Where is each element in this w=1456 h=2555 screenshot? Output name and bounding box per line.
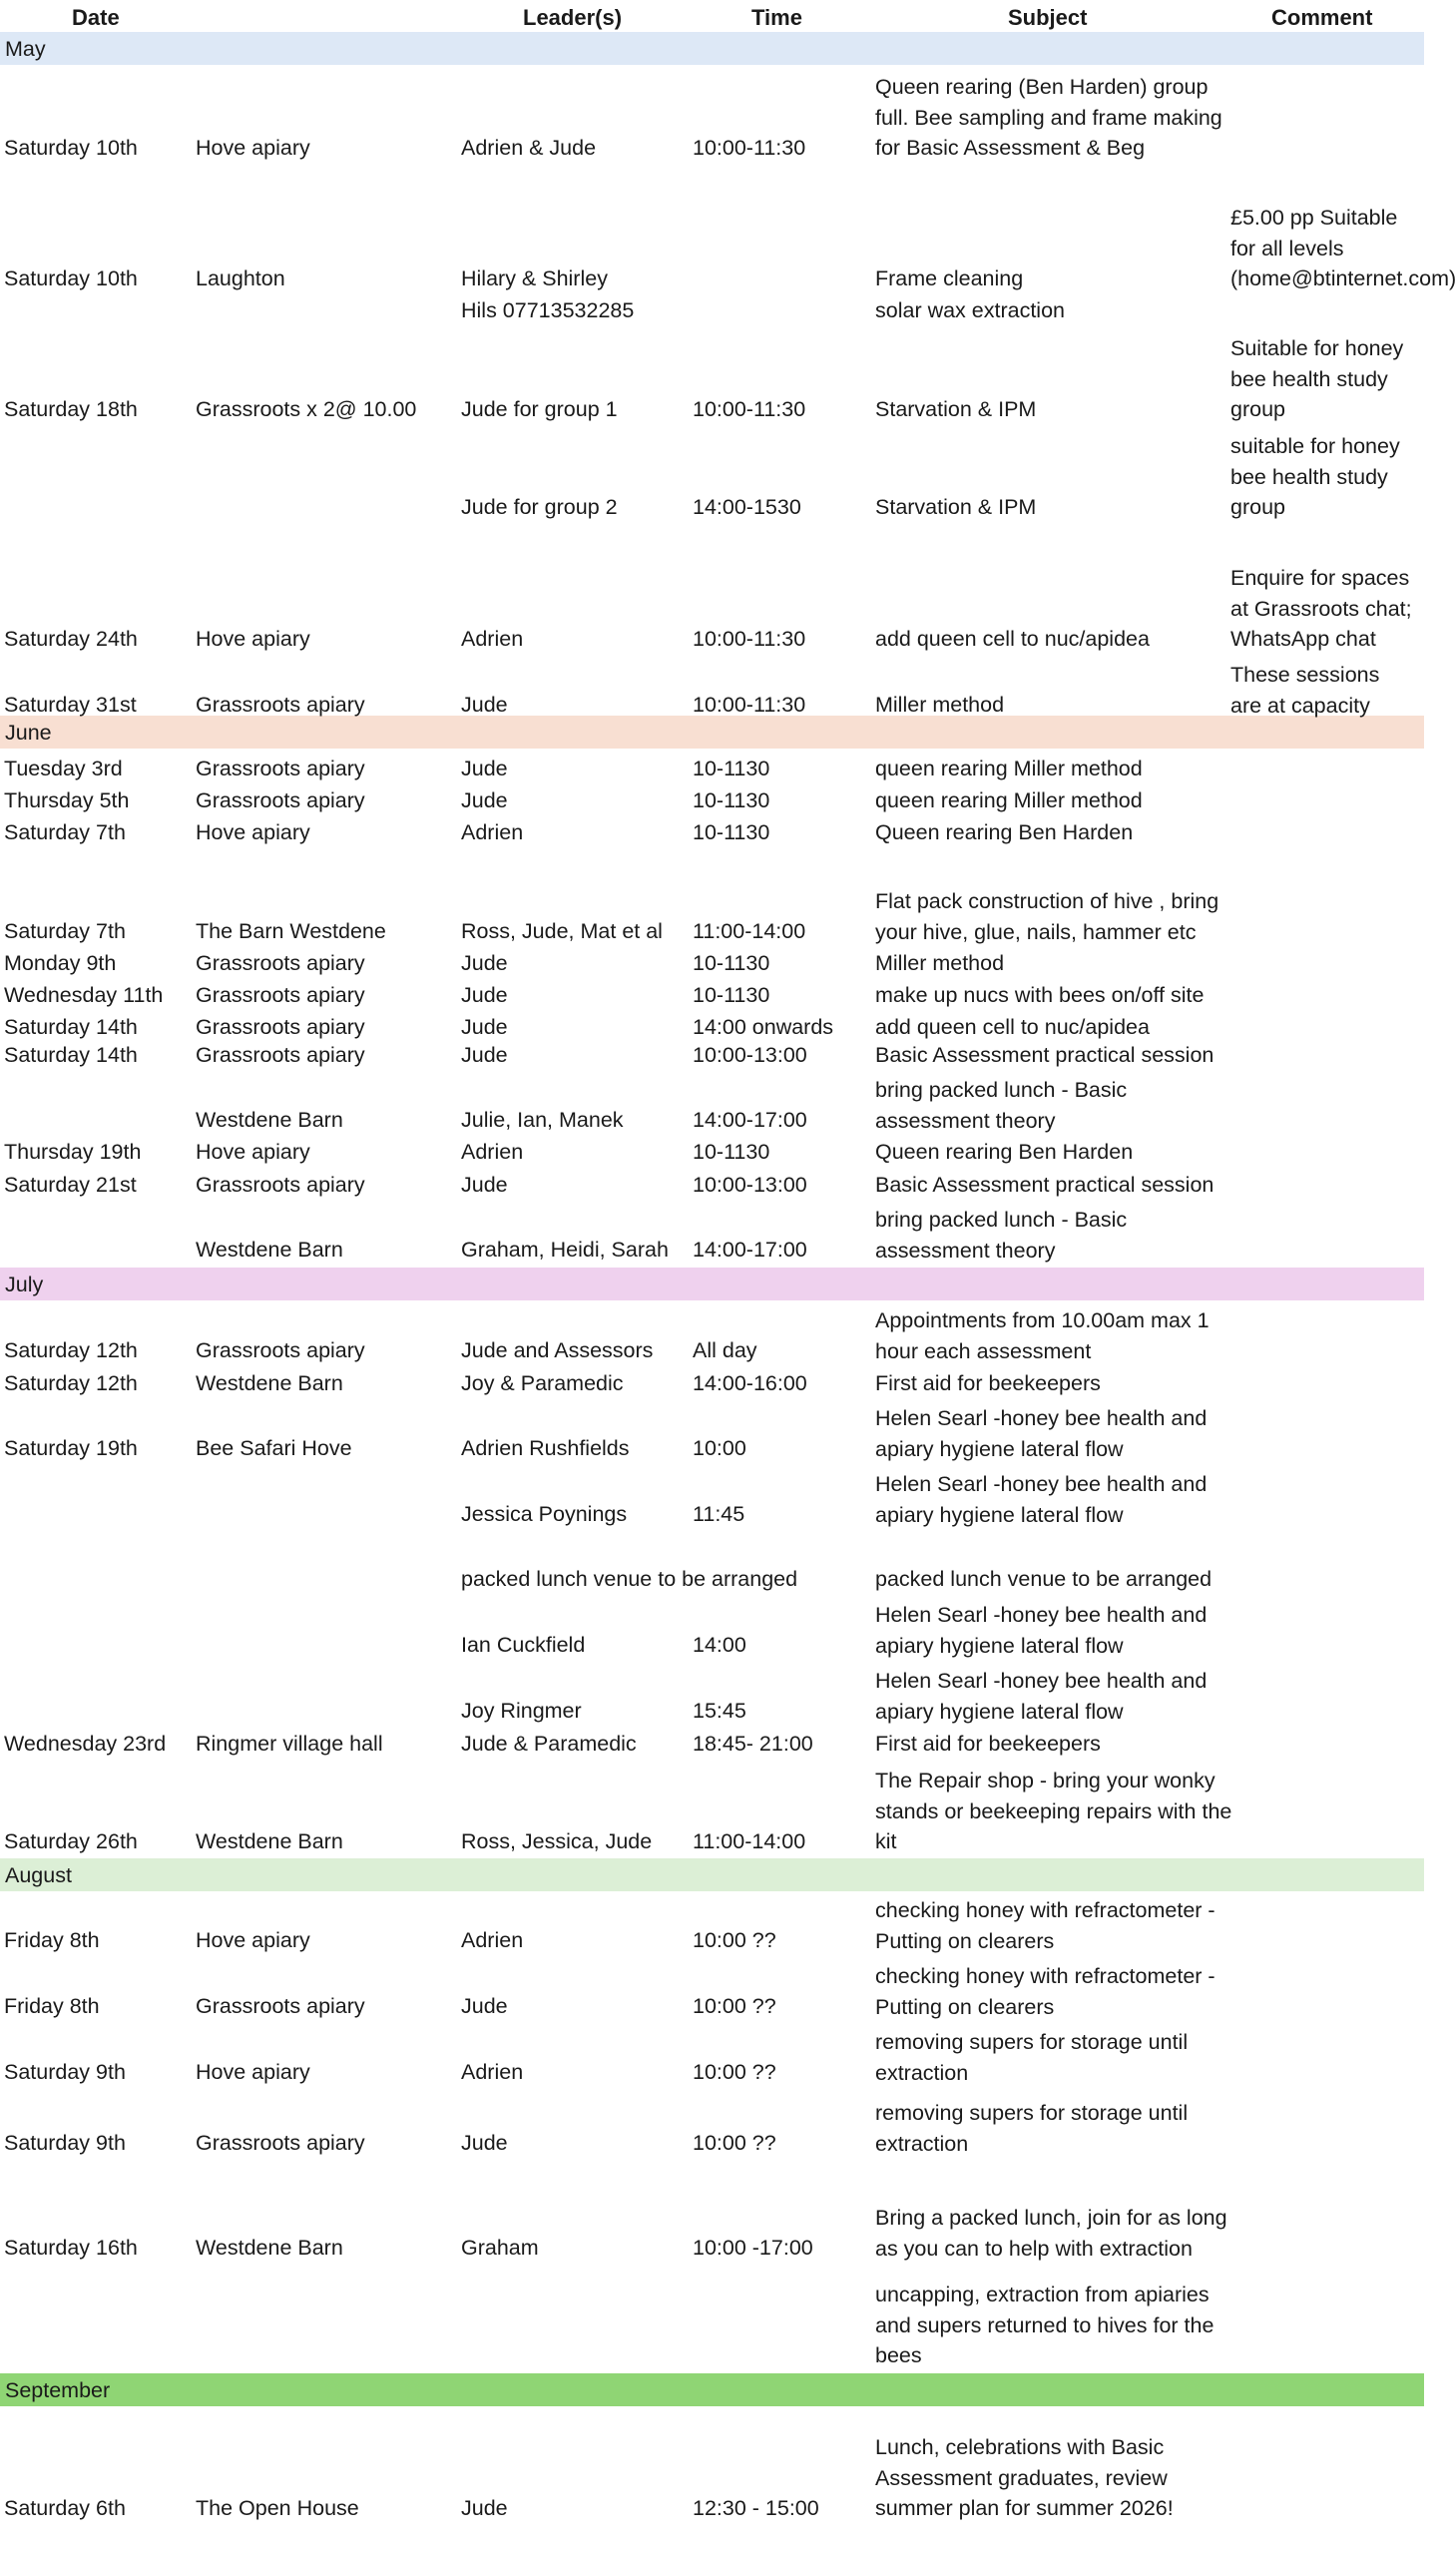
cell-leaders: Jude: [461, 693, 508, 717]
cell-comment: These sessions are at capacity: [1230, 663, 1380, 718]
cell-subject: Queen rearing (Ben Harden) group full. Bee sampling and frame making for Basic Assessment & Beg: [875, 75, 1222, 161]
header-leaders: Leader(s): [523, 5, 623, 30]
cell-leaders: Jude: [461, 983, 508, 1007]
cell-comment: £5.00 pp Suitable for all levels (home@btinternet.com): [1230, 206, 1456, 291]
month-band-september: [0, 2373, 1424, 2406]
cell-time: 18:45- 21:00: [693, 1732, 813, 1756]
cell-time: 11:00-14:00: [693, 1829, 806, 1853]
month-band-august: [0, 1858, 1424, 1891]
cell-location: Grassroots apiary: [196, 1015, 365, 1039]
cell-location: Grassroots apiary: [196, 757, 365, 780]
cell-time: 10-1130: [693, 983, 770, 1007]
cell-leaders: Jude: [461, 2496, 508, 2520]
cell-subject: Basic Assessment practical session: [875, 1173, 1214, 1197]
cell-location: Ringmer village hall: [196, 1732, 383, 1756]
cell-time: All day: [693, 1338, 757, 1362]
cell-time: 10:00-13:00: [693, 1043, 807, 1067]
cell-leaders: Jude for group 1: [461, 397, 618, 421]
cell-leaders: Jude: [461, 1043, 508, 1067]
cell-date: Tuesday 3rd: [4, 757, 123, 780]
cell-leaders: Joy & Paramedic: [461, 1371, 624, 1395]
cell-comment: Enquire for spaces at Grassroots chat; WhatsApp chat: [1230, 566, 1412, 652]
cell-subject: add queen cell to nuc/apidea: [875, 1015, 1150, 1039]
cell-leaders: Adrien: [461, 627, 524, 651]
cell-leaders: Jude & Paramedic: [461, 1732, 637, 1756]
table-header: [0, 0, 1424, 32]
cell-leaders: Ross, Jude, Mat et al: [461, 919, 663, 943]
cell-subject: Helen Searl -honey bee health and apiary hygiene lateral flow: [875, 1603, 1208, 1658]
cell-leaders: Adrien: [461, 2060, 524, 2084]
cell-time: 10-1130: [693, 788, 770, 812]
cell-subject: Lunch, celebrations with Basic Assessment graduates, review summer plan for summer 2026!: [875, 2435, 1174, 2521]
month-label: July: [5, 1273, 44, 1296]
cell-subject: queen rearing Miller method: [875, 788, 1143, 812]
cell-date: Saturday 10th: [4, 266, 138, 290]
cell-leaders: Jude for group 2: [461, 495, 618, 519]
month-band-july: [0, 1268, 1424, 1300]
cell-time: 10:00-11:30: [693, 693, 806, 717]
cell-subject: packed lunch venue to be arranged: [875, 1567, 1213, 1591]
cell-leaders: Jude: [461, 788, 508, 812]
header-comment: Comment: [1271, 5, 1373, 30]
cell-leaders: Jude: [461, 2131, 508, 2155]
cell-leaders: Jude: [461, 1015, 508, 1039]
month-label: September: [5, 2378, 111, 2402]
cell-leaders: Hilary & Shirley: [461, 266, 608, 290]
cell-leaders: Adrien & Jude: [461, 136, 597, 160]
cell-time: 10-1130: [693, 1140, 770, 1164]
cell-subject: Miller method: [875, 951, 1005, 975]
cell-leaders: Adrien: [461, 1140, 524, 1164]
cell-subject: Bring a packed lunch, join for as long as you can to help with extraction: [875, 2206, 1227, 2261]
cell-time: 10:00-11:30: [693, 136, 806, 160]
cell-date: Saturday 24th: [4, 627, 138, 651]
cell-time: 10:00 ??: [693, 2131, 776, 2155]
cell-time: 10:00 ??: [693, 2060, 776, 2084]
cell-date: Wednesday 11th: [4, 983, 164, 1007]
cell-leaders: Graham: [461, 2236, 539, 2260]
cell-subject: Helen Searl -honey bee health and apiary hygiene lateral flow: [875, 1669, 1208, 1724]
cell-subject: queen rearing Miller method: [875, 757, 1143, 780]
cell-leaders: Ross, Jessica, Jude: [461, 1829, 653, 1853]
header-date: Date: [72, 5, 120, 30]
cell-comment: suitable for honey bee health study group: [1230, 434, 1400, 520]
cell-subject: First aid for beekeepers: [875, 1371, 1101, 1395]
cell-comment: Suitable for honey bee health study group: [1230, 336, 1404, 422]
cell-subject: solar wax extraction: [875, 298, 1065, 322]
cell-leaders: Hils 07713532285: [461, 298, 635, 322]
cell-subject: add queen cell to nuc/apidea: [875, 627, 1150, 651]
month-band-may: [0, 32, 1424, 65]
cell-location: Grassroots apiary: [196, 1338, 365, 1362]
cell-date: Saturday 9th: [4, 2060, 126, 2084]
cell-date: Saturday 19th: [4, 1436, 138, 1460]
cell-time: 10-1130: [693, 757, 770, 780]
cell-leaders: Jude: [461, 1994, 508, 2018]
cell-date: Saturday 21st: [4, 1173, 137, 1197]
cell-date: Wednesday 23rd: [4, 1732, 167, 1756]
cell-location: Westdene Barn: [196, 1829, 343, 1853]
cell-leaders: Joy Ringmer: [461, 1699, 582, 1723]
month-label: August: [5, 1863, 72, 1887]
cell-date: Saturday 12th: [4, 1371, 138, 1395]
cell-time: 11:45: [693, 1502, 745, 1526]
cell-leaders: Adrien Rushfields: [461, 1436, 630, 1460]
cell-location: Grassroots apiary: [196, 2131, 365, 2155]
cell-time: 10:00-11:30: [693, 397, 806, 421]
cell-time: 11:00-14:00: [693, 919, 806, 943]
cell-leaders: Jessica Poynings: [461, 1502, 628, 1526]
cell-leaders: Ian Cuckfield: [461, 1633, 586, 1657]
cell-location: Hove apiary: [196, 1928, 310, 1952]
cell-time: 10-1130: [693, 820, 770, 844]
month-band-june: [0, 716, 1424, 749]
cell-date: Saturday 10th: [4, 136, 138, 160]
cell-leaders: Jude: [461, 1173, 508, 1197]
cell-time: 12:30 - 15:00: [693, 2496, 819, 2520]
cell-date: Saturday 31st: [4, 693, 137, 717]
cell-leaders: Graham, Heidi, Sarah: [461, 1238, 669, 1262]
cell-subject: removing supers for storage until extraction: [875, 2101, 1189, 2156]
cell-subject: Helen Searl -honey bee health and apiary hygiene lateral flow: [875, 1406, 1208, 1461]
cell-subject: make up nucs with bees on/off site: [875, 983, 1205, 1007]
cell-location: Grassroots apiary: [196, 788, 365, 812]
month-label: June: [5, 721, 52, 745]
cell-location: The Open House: [196, 2496, 359, 2520]
cell-location: Bee Safari Hove: [196, 1436, 352, 1460]
cell-time: 14:00-17:00: [693, 1238, 807, 1262]
cell-leaders: Adrien: [461, 1928, 524, 1952]
cell-date: Saturday 26th: [4, 1829, 138, 1853]
cell-leaders: Julie, Ian, Manek: [461, 1108, 624, 1132]
cell-date: Saturday 6th: [4, 2496, 126, 2520]
cell-location: Grassroots apiary: [196, 1994, 365, 2018]
cell-location: Grassroots apiary: [196, 983, 365, 1007]
cell-time: 14:00-1530: [693, 495, 801, 519]
cell-date: Saturday 14th: [4, 1015, 138, 1039]
header-time: Time: [751, 5, 802, 30]
cell-time: 10:00 ??: [693, 1928, 776, 1952]
cell-time: 14:00: [693, 1633, 746, 1657]
cell-leaders: Jude: [461, 951, 508, 975]
cell-date: Saturday 16th: [4, 2236, 138, 2260]
cell-location: Grassroots apiary: [196, 693, 365, 717]
cell-location: Laughton: [196, 266, 285, 290]
cell-location: Westdene Barn: [196, 2236, 343, 2260]
cell-subject: Starvation & IPM: [875, 495, 1037, 519]
cell-subject: Basic Assessment practical session: [875, 1043, 1214, 1067]
cell-subject: checking honey with refractometer - Putting on clearers: [875, 1898, 1215, 1953]
cell-date: Saturday 7th: [4, 820, 126, 844]
cell-subject: Queen rearing Ben Harden: [875, 1140, 1134, 1164]
cell-subject: bring packed lunch - Basic assessment theory: [875, 1208, 1128, 1263]
cell-date: Saturday 7th: [4, 919, 126, 943]
month-label: May: [5, 37, 46, 61]
cell-location: Hove apiary: [196, 627, 310, 651]
cell-date: Thursday 5th: [4, 788, 130, 812]
cell-location: Westdene Barn: [196, 1371, 343, 1395]
cell-time: 10:00 ??: [693, 1994, 776, 2018]
cell-location: Hove apiary: [196, 136, 310, 160]
cell-location: The Barn Westdene: [196, 919, 386, 943]
cell-date: Friday 8th: [4, 1928, 100, 1952]
cell-time: 14:00-16:00: [693, 1371, 807, 1395]
cell-time: 10:00-13:00: [693, 1173, 807, 1197]
cell-time: 10:00: [693, 1436, 746, 1460]
cell-time: 15:45: [693, 1699, 746, 1723]
header-subject: Subject: [1008, 5, 1088, 30]
cell-date: Saturday 18th: [4, 397, 138, 421]
cell-subject: First aid for beekeepers: [875, 1732, 1101, 1756]
cell-subject: Queen rearing Ben Harden: [875, 820, 1134, 844]
cell-location: Hove apiary: [196, 1140, 310, 1164]
cell-subject: Starvation & IPM: [875, 397, 1037, 421]
cell-location: Hove apiary: [196, 820, 310, 844]
cell-date: Friday 8th: [4, 1994, 100, 2018]
cell-leaders: Jude and Assessors: [461, 1338, 654, 1362]
cell-leaders: Jude: [461, 757, 508, 780]
cell-location: Westdene Barn: [196, 1108, 343, 1132]
cell-subject: bring packed lunch - Basic assessment theory: [875, 1078, 1128, 1133]
cell-date: Thursday 19th: [4, 1140, 142, 1164]
cell-subject: Appointments from 10.00am max 1 hour each assessment: [875, 1308, 1210, 1363]
cell-date: Saturday 12th: [4, 1338, 138, 1362]
cell-subject: The Repair shop - bring your wonky stands or beekeeping repairs with the kit: [875, 1769, 1232, 1854]
cell-location: Hove apiary: [196, 2060, 310, 2084]
cell-subject: removing supers for storage until extraction: [875, 2030, 1189, 2085]
cell-time: 14:00 onwards: [693, 1015, 834, 1039]
cell-time: 10:00-11:30: [693, 627, 806, 651]
cell-subject: uncapping, extraction from apiaries and supers returned to hives for the bees: [875, 2283, 1214, 2368]
cell-location: Grassroots apiary: [196, 1043, 365, 1067]
cell-time: 10:00 -17:00: [693, 2236, 813, 2260]
cell-subject: Miller method: [875, 693, 1005, 717]
cell-subject: Helen Searl -honey bee health and apiary hygiene lateral flow: [875, 1472, 1208, 1527]
cell-subject: checking honey with refractometer - Putting on clearers: [875, 1964, 1215, 2019]
cell-subject: Frame cleaning: [875, 266, 1024, 290]
cell-date: Monday 9th: [4, 951, 117, 975]
cell-time: 10-1130: [693, 951, 770, 975]
cell-time: 14:00-17:00: [693, 1108, 807, 1132]
cell-location: Grassroots apiary: [196, 951, 365, 975]
cell-subject: Flat pack construction of hive , bring your hive, glue, nails, hammer etc: [875, 889, 1219, 944]
cell-date: Saturday 14th: [4, 1043, 138, 1067]
cell-location: Westdene Barn: [196, 1238, 343, 1262]
cell-leaders: packed lunch venue to be arranged: [461, 1567, 798, 1591]
cell-date: Saturday 9th: [4, 2131, 126, 2155]
cell-location: Grassroots x 2@ 10.00: [196, 397, 417, 421]
cell-leaders: Adrien: [461, 820, 524, 844]
cell-location: Grassroots apiary: [196, 1173, 365, 1197]
